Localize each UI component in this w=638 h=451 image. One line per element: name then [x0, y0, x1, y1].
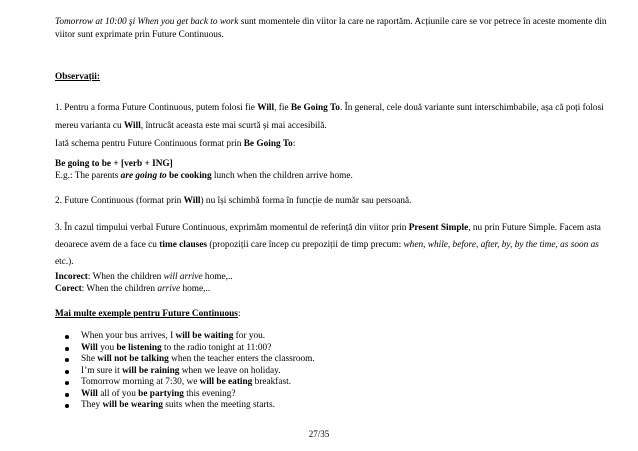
list-item: She will not be talking when the teacher enters the classroom.	[55, 354, 610, 366]
point-3-paragraph: 3. În cazul timpului verbal Future Continuous, exprimăm momentul de referință din viitor prin Present Simple, nu prin Future Simple. Facem asta deoarece avem de a face cu time clauses (propoziții care încep cu prepoziții de timp precum: when, while, before, after, by, by the time, as soon as etc.).	[55, 223, 601, 267]
incorrect-example: Incorect: When the children will arrive home,..	[55, 272, 233, 282]
bullet-icon	[65, 404, 69, 408]
list-item: When your bus arrives, I will be waiting for you.	[55, 331, 610, 343]
point-2-paragraph: 2. Future Continuous (format prin Will) nu își schimbă forma în funcție de număr sau persoană.	[55, 196, 412, 206]
list-item: Will all of you be partying this evening?	[55, 389, 610, 401]
page-number: 27/35	[308, 429, 330, 439]
list-item: Will you be listening to the radio tonight at 11:00?	[55, 343, 610, 355]
example-line: E.g.: The parents are going to be cooking lunch when the children arrive home.	[55, 171, 353, 181]
list-item: I’m sure it will be raining when we leave on holiday.	[55, 366, 610, 378]
intro-paragraph: Tomorrow at 10:00 şi When you get back to work sunt momentele din viitor la care ne raportăm. Acțiunile care se vor petrece în aceste momente din viitor sunt exprimate prin Future Continuous.	[55, 17, 607, 40]
bullet-icon	[65, 393, 69, 397]
list-item: Tomorrow morning at 7:30, we will be eating breakfast.	[55, 377, 610, 389]
list-item: They will be wearing suits when the meeting starts.	[55, 400, 610, 412]
correct-example: Corect: When the children arrive home,..	[55, 284, 211, 294]
observatii-heading: Observații:	[55, 72, 100, 82]
bullet-icon	[65, 335, 69, 339]
point-1-paragraph: 1. Pentru a forma Future Continuous, putem folosi fie Will, fie Be Going To. În general, cele două variante sunt interschimbabile, așa că poți folosi mereu varianta cu Will, întrucât aceasta este mai scurtă și mai accesibilă.	[55, 103, 604, 131]
more-examples-heading: Mai multe exemple pentru Future Continuous:	[55, 309, 241, 319]
examples-list	[55, 331, 610, 412]
bullet-icon	[65, 358, 69, 362]
bullet-icon	[65, 381, 69, 385]
bullet-icon	[65, 370, 69, 374]
bullet-icon	[65, 347, 69, 351]
schema-line: Iată schema pentru Future Continuous format prin Be Going To:	[55, 139, 296, 149]
formula-line: Be going to be + [verb + ING]	[55, 159, 173, 169]
